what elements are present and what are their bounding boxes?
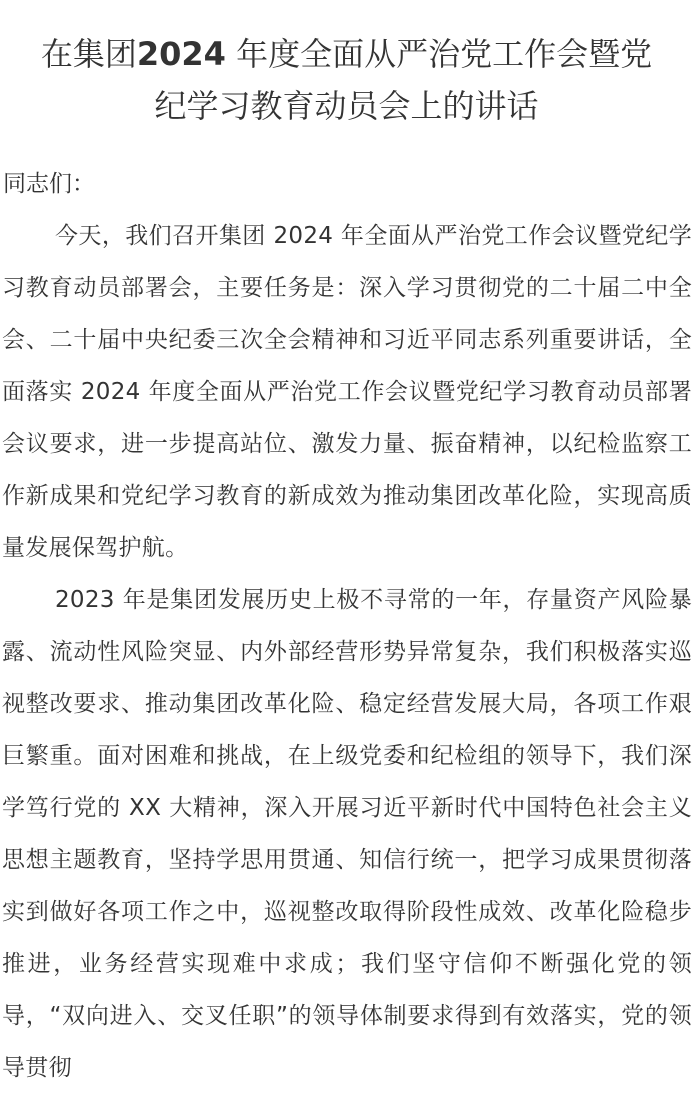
paragraph-1: 今天，我们召开集团 2024 年全面从严治党工作会议暨党纪学习教育动员部署会，主要任务是：深入学习贯彻党的二十届二中全会、二十届中央纪委三次全会精神和习近平同志系列重要讲话，全面落实 2024 年度全面从严治党工作会议暨党纪学习教育动员部署会议要求，进一步提高站位、激发力量、振奋精神，以纪检监察工作新成果和党纪学习教育的新成效为推动集团改革化险，实现高质量发展保驾护航。	[2, 223, 692, 561]
paragraph-2: 2023 年是集团发展历史上极不寻常的一年，存量资产风险暴露、流动性风险突显、内外部经营形势异常复杂，我们积极落实巡视整改要求、推动集团改革化险、稳定经营发展大局，各项工作艰巨繁重。面对困难和挑战，在上级党委和纪检组的领导下，我们深学笃行党的 XX 大精神，深入开展习近平新时代中国特色社会主义思想主题教育，坚持学思用贯通、知信行统一，把学习成果贯彻落实到做好各项工作之中，巡视整改取得阶段性成效、改革化险稳步推进，业务经营实现难中求成；我们坚守信仰不断强化党的领导，“双向进入、交叉任职”的领导体制要求得到有效落实，党的领导贯彻	[2, 587, 692, 1081]
title-year: 2024	[136, 35, 226, 73]
title-rest-line1: 年度全面从严治党工作会暨党	[236, 35, 653, 73]
document-title	[0, 0, 693, 132]
title-prefix: 在集团	[40, 35, 137, 73]
title-line2: 纪学习教育动员会上的讲话	[154, 87, 539, 125]
salutation: 同志们：	[3, 171, 95, 197]
body-text	[2, 210, 692, 1094]
